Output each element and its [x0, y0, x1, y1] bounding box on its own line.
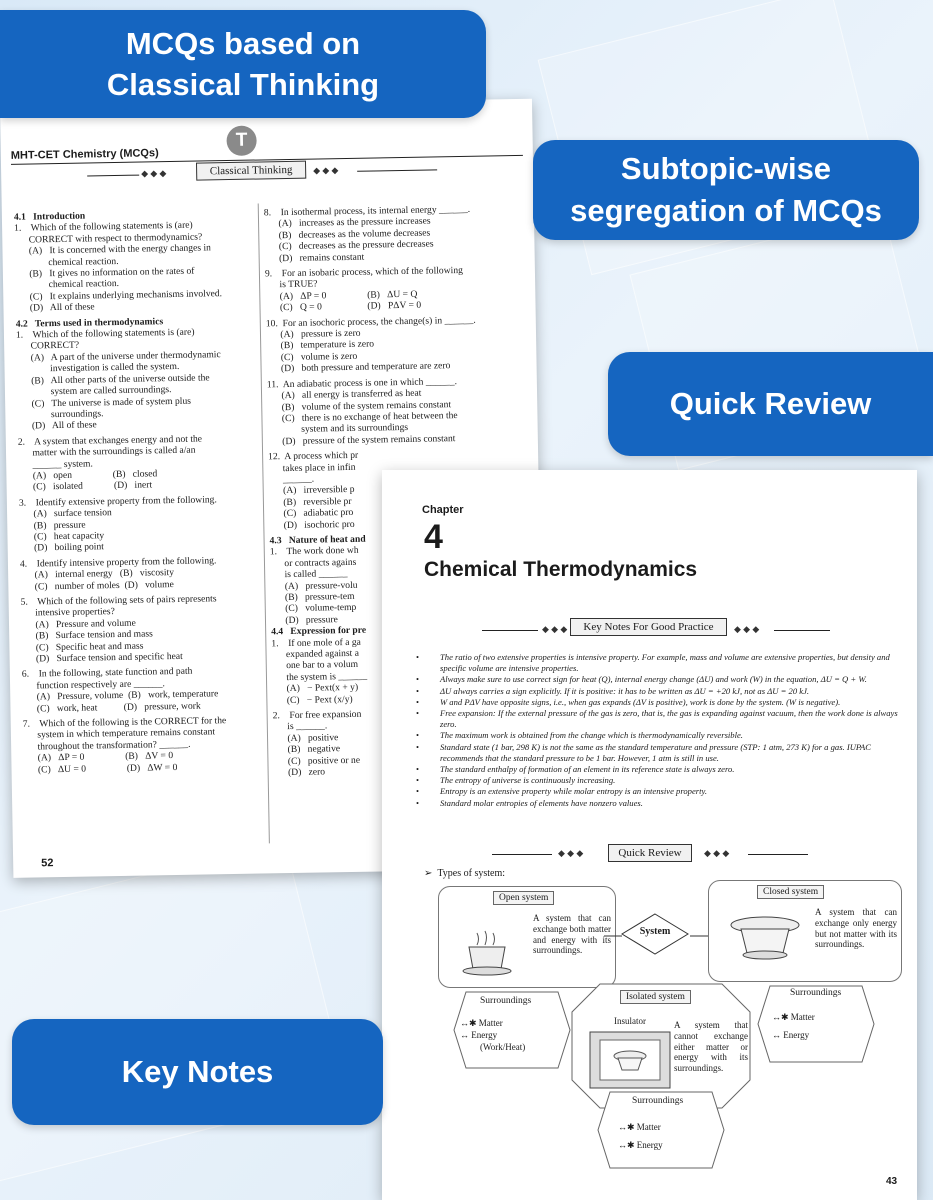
question-line: (C) number of moles (D) volume: [20, 578, 174, 593]
key-note-item: [416, 764, 900, 775]
diamond-icons: ◆ ◆ ◆: [141, 168, 167, 179]
key-note-item: [416, 730, 900, 741]
question-line: system are called surroundings.: [16, 384, 172, 398]
key-note-item: [416, 652, 900, 674]
surroundings-label: Surroundings: [790, 988, 842, 998]
closed-system-title: Closed system: [757, 885, 824, 899]
types-label-text: Types of system:: [437, 868, 506, 879]
banner-text: Quick Review: [669, 386, 872, 421]
question-line: (D) All of these: [17, 419, 97, 433]
publisher-logo-icon: T: [226, 126, 257, 157]
energy-arrow-row: [618, 1140, 663, 1151]
question-line: 1. If one mole of a ga: [271, 636, 361, 649]
quick-review-heading: Quick Review: [608, 844, 692, 862]
key-note-text: Entropy is an extensive property while molar entropy is an intensive property.: [440, 786, 707, 797]
question-line: (B) volume of the system remains constant: [267, 398, 452, 413]
diamond-icons: ◆ ◆ ◆: [313, 165, 339, 176]
question-line: (A) ΔP = 0 (B) ΔV = 0: [23, 750, 174, 764]
question-line: (A) surface tension: [18, 507, 112, 520]
bullet-icon: •: [416, 775, 420, 786]
diamond-icons: ◆ ◆ ◆: [734, 624, 760, 634]
question-line: (A) − Pext(x + y): [272, 682, 359, 695]
energy-label: Energy: [636, 1140, 663, 1150]
bullet-icon: •: [416, 685, 420, 696]
banner-text: Key Notes: [121, 1054, 274, 1089]
blocked-arrow-icon: ↔✱: [618, 1140, 635, 1150]
divider: [492, 854, 552, 855]
question-line: (C) volume-temp: [270, 602, 357, 615]
question-line: (C) adiabatic pro: [269, 507, 354, 520]
bullet-icon: •: [416, 764, 420, 775]
section-title: 4.3 Nature of heat and: [269, 533, 366, 547]
energy-arrow-row: [772, 1030, 809, 1041]
key-notes-heading: Key Notes For Good Practice: [570, 618, 727, 636]
background-shape: [0, 840, 348, 1182]
section-heading: Classical Thinking: [196, 161, 306, 181]
question-line: (C) decreases as the pressure decreases: [264, 238, 434, 253]
question-line: (D) All of these: [15, 301, 95, 315]
question-line: 2. A system that exchanges energy and not the: [17, 433, 203, 448]
double-arrow-icon: ↔: [460, 1030, 469, 1040]
question-line: intensive properties?: [20, 606, 115, 620]
bullet-icon: •: [416, 708, 420, 719]
bullet-icon: •: [416, 741, 420, 752]
question-line: investigation is called the system.: [16, 361, 180, 376]
question-line: (C) work, heat (D) pressure, work: [22, 700, 201, 715]
page-number: 43: [886, 1176, 898, 1187]
blocked-arrow-icon: ↔✱: [772, 1012, 789, 1022]
work-heat-label: (Work/Heat): [480, 1042, 526, 1052]
banner-key-notes: [12, 1019, 383, 1125]
key-note-item: [416, 797, 900, 809]
banner-subtopic-segregation: [533, 140, 919, 240]
question-line: (B) pressure: [19, 519, 86, 532]
section-title: 4.2 Terms used in thermodynamics: [15, 315, 164, 330]
question-line: (D) boiling point: [19, 541, 104, 555]
section-title: 4.4 Expression for pre: [271, 624, 367, 638]
question-line: (D) Surface tension and specific heat: [21, 650, 183, 665]
banner-mcqs-classical-thinking: [0, 10, 486, 118]
question-line: (C) The universe is made of system plus: [17, 395, 192, 410]
question-line: function respectively are ______.: [21, 678, 165, 692]
question-line: surroundings.: [17, 408, 104, 421]
question-line: chemical reaction.: [14, 255, 119, 269]
closed-system-box: [708, 880, 902, 982]
closed-system-description: A system that can exchange only energy but not matter with its surroundings.: [815, 907, 897, 950]
question-line: 1. Which of the following statements is (are): [15, 326, 195, 341]
surroundings-label: Surroundings: [632, 1096, 684, 1106]
question-line: ______.: [268, 473, 315, 486]
bullet-icon: •: [416, 696, 420, 707]
question-line: expanded against a: [271, 647, 360, 661]
key-note-item: [416, 696, 900, 708]
question-line: 5. Which of the following sets of pairs represents: [20, 593, 217, 608]
question-line: (C) there is no exchange of heat between the: [267, 409, 458, 425]
question-line: (D) remains constant: [264, 251, 365, 265]
insulator-label: Insulator: [614, 1016, 646, 1026]
open-beaker-icon: [455, 927, 519, 979]
open-system-description: A system that can exchange both matter and energy with its surroundings.: [533, 913, 611, 956]
question-line: (C) isolated (D) inert: [18, 479, 153, 494]
matter-label: Matter: [790, 1012, 815, 1022]
key-note-text: Standard state (1 bar, 298 K) is not the same as the standard temperature and pressure (STP: 1 atm, 273 K) for a gas. IUPAC recommends that the standard pressure to be 1 bar. However, 1 atm is still in use.: [440, 741, 872, 763]
notes-page: [382, 470, 917, 1200]
surroundings-label: Surroundings: [480, 996, 532, 1006]
question-line: 2. For free expansion: [272, 708, 362, 722]
matter-label: Matter: [636, 1122, 661, 1132]
section-title: 4.1 Introduction: [13, 210, 86, 223]
question-line: is ______.: [272, 720, 328, 733]
divider: [774, 630, 830, 631]
question-line: is TRUE?: [265, 278, 318, 291]
banner-quick-review: [608, 352, 933, 456]
key-note-text: The maximum work is obtained from the change which is thermodynamically reversible.: [440, 730, 743, 741]
running-head: MHT-CET Chemistry (MCQs): [10, 147, 159, 162]
question-line: 12. A process which pr: [268, 449, 359, 463]
question-line: (B) Surface tension and mass: [21, 628, 153, 642]
question-line: (B) It gives no information on the rates of: [14, 265, 195, 280]
key-note-text: Free expansion: If the external pressure of the gas is zero, that is, the gas is expanding against vacuum, then the work done is always zero.: [440, 708, 898, 730]
question-line: (C) It explains underlying mechanisms involved.: [15, 287, 223, 303]
question-line: (C) heat capacity: [19, 530, 105, 543]
question-line: (B) temperature is zero: [266, 338, 375, 352]
key-note-text: W and PΔV have opposite signs, i.e., when gas expands (ΔV is positive), work is done by the system. (W is negative).: [440, 696, 841, 707]
question-line: (A) It is concerned with the energy changes in: [14, 242, 212, 257]
closed-flask-icon: [725, 913, 805, 963]
question-line: the system is ______: [271, 670, 368, 684]
divider: [482, 630, 538, 631]
page-number: 52: [41, 857, 54, 870]
questions-left-column: [14, 208, 264, 776]
key-note-item: [416, 786, 900, 797]
question-line: throughout the transformation? ______.: [23, 738, 191, 753]
question-line: (D) pressure of the system remains constant: [267, 432, 456, 448]
bullet-icon: •: [416, 797, 420, 808]
question-line: CORRECT?: [16, 340, 80, 353]
question-line: (A) internal energy (B) viscosity: [20, 567, 175, 581]
question-line: or contracts agains: [269, 556, 357, 570]
question-line: (B) negative: [273, 743, 341, 756]
key-note-text: The ratio of two extensive properties is intensive property. For example, mass and volume are extensive properties, but density and specific volume are intensive properties.: [440, 652, 890, 674]
matter-label: Matter: [478, 1018, 503, 1028]
diamond-icons: ◆ ◆ ◆: [542, 624, 568, 634]
blocked-arrow-icon: ↔✱: [618, 1122, 635, 1132]
question-line: (C) − Pext (x/y): [272, 693, 353, 706]
system-label: System: [639, 926, 671, 937]
energy-label: Energy: [783, 1030, 810, 1040]
key-note-item: [416, 685, 900, 697]
open-system-box: [438, 886, 616, 988]
question-line: 10. For an isochoric process, the change(s) in ______.: [265, 314, 476, 330]
question-line: (A) open (B) closed: [18, 468, 158, 482]
question-line: (A) increases as the pressure increases: [263, 215, 431, 230]
question-line: matter with the surroundings is called a/an: [17, 444, 196, 459]
question-line: (B) decreases as the volume decreases: [264, 227, 431, 242]
divider: [357, 169, 437, 171]
bullet-icon: •: [416, 674, 420, 685]
question-line: (D) both pressure and temperature are zero: [266, 360, 451, 375]
banner-text: Subtopic-wise segregation of MCQs: [570, 151, 882, 228]
question-line: one bar to a volum: [271, 659, 359, 672]
key-note-text: Always make sure to use correct sign for heat (Q), internal energy change (ΔU) and work (W) in the equation, ΔU = Q + W.: [440, 674, 867, 685]
question-line: (A) pressure is zero: [265, 327, 361, 341]
energy-label: Energy: [471, 1030, 498, 1040]
key-note-item: [416, 674, 900, 685]
question-line: takes place in infin: [268, 461, 356, 474]
bullet-icon: •: [416, 786, 420, 797]
double-arrow-icon: ↔: [772, 1030, 781, 1040]
divider: [748, 854, 808, 855]
key-note-item: [416, 708, 900, 730]
question-line: system and its surroundings: [267, 422, 409, 436]
question-line: 1. Which of the following statements is (are): [14, 220, 193, 235]
question-line: CORRECT with respect to thermodynamics?: [14, 231, 203, 246]
question-line: (C) positive or ne: [273, 754, 361, 768]
question-line: (A) pressure-volu: [270, 579, 358, 592]
question-line: is called ______: [270, 568, 348, 581]
isolated-system-title: Isolated system: [620, 990, 691, 1004]
isolated-system-description: A system that cannot exchange either matter or energy with its surroundings.: [674, 1020, 748, 1074]
bullet-icon: •: [416, 652, 420, 662]
matter-arrow-row: [772, 1012, 815, 1023]
question-line: (A) irreversible p: [268, 484, 355, 497]
energy-arrow-row: [460, 1030, 497, 1041]
question-line: (A) A part of the universe under thermodynamic: [16, 349, 221, 364]
insulated-container-icon: [588, 1030, 672, 1090]
question-line: (C) Specific heat and mass: [21, 640, 144, 654]
chapter-label: Chapter: [422, 504, 464, 516]
question-line: (A) ΔP = 0 (B) ΔU = Q: [265, 288, 418, 303]
key-note-item: [416, 775, 900, 786]
question-line: 3. Identify extensive property from the following.: [18, 494, 217, 509]
key-note-text: Standard molar entropies of elements have nonzero values.: [440, 797, 643, 808]
question-line: (B) All other parts of the universe outside the: [16, 372, 210, 387]
question-line: system in which temperature remains constant: [22, 726, 216, 742]
question-line: 9. For an isobaric process, which of the following: [264, 264, 463, 280]
key-note-text: ΔU always carries a sign explicitly. If it is positive: it has to be written as ΔU = +20 kJ, not as ΔU = 20 kJ.: [440, 685, 810, 696]
question-line: (A) Pressure, volume (B) work, temperature: [22, 688, 219, 703]
question-line: (A) positive: [272, 732, 339, 745]
system-arrows: [602, 926, 712, 946]
question-line: (B) pressure-tem: [270, 590, 355, 604]
question-line: 8. In isothermal process, its internal energy ______.: [263, 203, 471, 219]
diamond-icons: ◆ ◆ ◆: [704, 848, 730, 858]
question-line: (A) all energy is transferred as heat: [266, 387, 422, 402]
key-note-item: [416, 741, 900, 764]
double-arrow-icon: ↔✱: [460, 1018, 477, 1028]
question-line: (C) ΔU = 0 (D) ΔW = 0: [23, 761, 178, 776]
key-notes-list: [416, 652, 900, 809]
banner-text: MCQs based on Classical Thinking: [106, 26, 380, 102]
diamond-icons: ◆ ◆ ◆: [558, 848, 584, 858]
question-line: (D) zero: [273, 766, 326, 779]
question-line: ______ system.: [18, 457, 93, 471]
chapter-title: Chemical Thermodynamics: [424, 558, 698, 581]
chapter-number: 4: [424, 518, 443, 556]
question-line: (C) Q = 0 (D) PΔV = 0: [265, 299, 422, 314]
types-label: [424, 868, 505, 879]
question-line: 1. The work done wh: [269, 545, 359, 558]
question-line: 6. In the following, state function and path: [21, 666, 193, 681]
key-note-text: The entropy of universe is continuously increasing.: [440, 775, 616, 786]
question-line: (C) volume is zero: [266, 350, 358, 364]
question-line: (B) reversible pr: [268, 495, 352, 509]
question-line: (D) isochoric pro: [269, 518, 355, 531]
divider: [87, 175, 139, 177]
bullet-icon: •: [416, 730, 420, 741]
question-line: 11. An adiabatic process is one in which ______.: [266, 375, 458, 391]
arrow-icon: ➢: [424, 868, 433, 879]
question-line: (D) pressure: [270, 613, 338, 627]
question-line: 4. Identify intensive property from the following.: [19, 555, 217, 570]
matter-arrow-row: [618, 1122, 661, 1133]
question-line: 7. Which of the following is the CORRECT for the: [22, 715, 227, 730]
key-note-text: The standard enthalpy of formation of an element in its reference state is always zero.: [440, 764, 735, 775]
open-system-title: Open system: [493, 891, 554, 905]
question-line: chemical reaction.: [15, 278, 120, 292]
question-line: (A) Pressure and volume: [20, 617, 136, 631]
matter-arrow-row: [460, 1018, 503, 1029]
